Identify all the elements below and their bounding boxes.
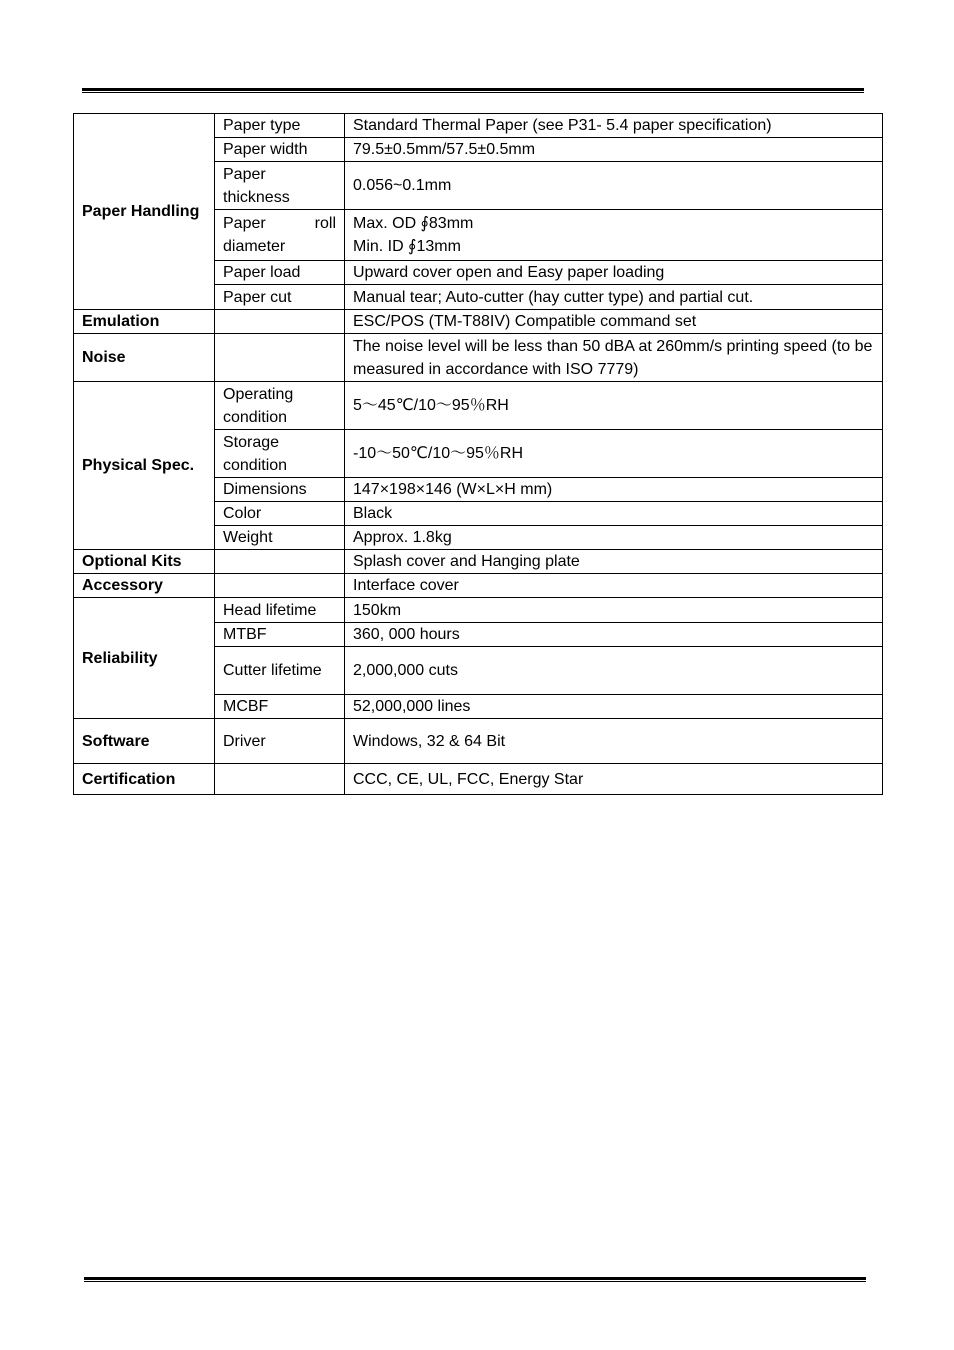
value-cell: Upward cover open and Easy paper loading (345, 261, 883, 285)
item-cell: Paper load (215, 261, 345, 285)
table-row (74, 550, 883, 574)
table-row (74, 574, 883, 598)
value-cell: Standard Thermal Paper (see P31- 5.4 paper specification) (345, 114, 883, 138)
header-rule (82, 88, 864, 93)
category-cell: Noise (74, 334, 215, 382)
value-line: Min. ID ∮13mm (353, 238, 461, 255)
item-cell: Color (215, 502, 345, 526)
item-cell: Paper cut (215, 285, 345, 310)
value-cell: The noise level will be less than 50 dBA at 260mm/s printing speed (to be measured in accordance with ISO 7779) (345, 334, 883, 382)
footer-rule (84, 1277, 866, 1282)
value-cell: 79.5±0.5mm/57.5±0.5mm (345, 138, 883, 162)
value-cell: CCC, CE, UL, FCC, Energy Star (345, 764, 883, 795)
value-cell: Approx. 1.8kg (345, 526, 883, 550)
category-cell: Reliability (74, 598, 215, 719)
value-cell: Windows, 32 & 64 Bit (345, 719, 883, 764)
category-cell: Physical Spec. (74, 382, 215, 550)
value-cell: Interface cover (345, 574, 883, 598)
value-cell: 150km (345, 598, 883, 623)
item-cell (215, 310, 345, 334)
value-cell: Manual tear; Auto-cutter (hay cutter type) and partial cut. (345, 285, 883, 310)
table-row (74, 764, 883, 795)
value-cell: Black (345, 502, 883, 526)
category-cell: Emulation (74, 310, 215, 334)
item-cell: Dimensions (215, 478, 345, 502)
table-row (74, 310, 883, 334)
value-cell: 2,000,000 cuts (345, 647, 883, 695)
item-cell: Driver (215, 719, 345, 764)
category-cell: Paper Handling (74, 114, 215, 310)
item-cell: Weight (215, 526, 345, 550)
value-cell: 360, 000 hours (345, 623, 883, 647)
value-cell (345, 210, 883, 261)
item-cell: Paper width (215, 138, 345, 162)
table-row (74, 114, 883, 138)
item-cell: Storage condition (215, 430, 345, 478)
table-row (74, 719, 883, 764)
item-cell: Head lifetime (215, 598, 345, 623)
spec-table (73, 113, 883, 795)
item-cell: Operating condition (215, 382, 345, 430)
item-cell: Cutter lifetime (215, 647, 345, 695)
item-cell: Paper thickness (215, 162, 345, 210)
item-cell (215, 334, 345, 382)
item-cell: MCBF (215, 695, 345, 719)
item-cell (215, 550, 345, 574)
value-cell: 52,000,000 lines (345, 695, 883, 719)
table-row (74, 598, 883, 623)
category-cell: Software (74, 719, 215, 764)
category-cell: Accessory (74, 574, 215, 598)
item-cell (215, 764, 345, 795)
value-cell: ESC/POS (TM-T88IV) Compatible command set (345, 310, 883, 334)
table-row (74, 382, 883, 430)
category-cell: Certification (74, 764, 215, 795)
value-cell: 0.056~0.1mm (345, 162, 883, 210)
value-cell: Splash cover and Hanging plate (345, 550, 883, 574)
item-cell (215, 574, 345, 598)
table-row (74, 334, 883, 382)
value-line: Max. OD ∮83mm (353, 215, 474, 232)
value-cell: 5～45℃/10～95％RH (345, 382, 883, 430)
value-cell: -10～50℃/10～95％RH (345, 430, 883, 478)
item-cell: Paper type (215, 114, 345, 138)
item-cell: MTBF (215, 623, 345, 647)
value-cell: 147×198×146 (W×L×H mm) (345, 478, 883, 502)
item-cell: Paper roll diameter (215, 210, 345, 261)
category-cell: Optional Kits (74, 550, 215, 574)
